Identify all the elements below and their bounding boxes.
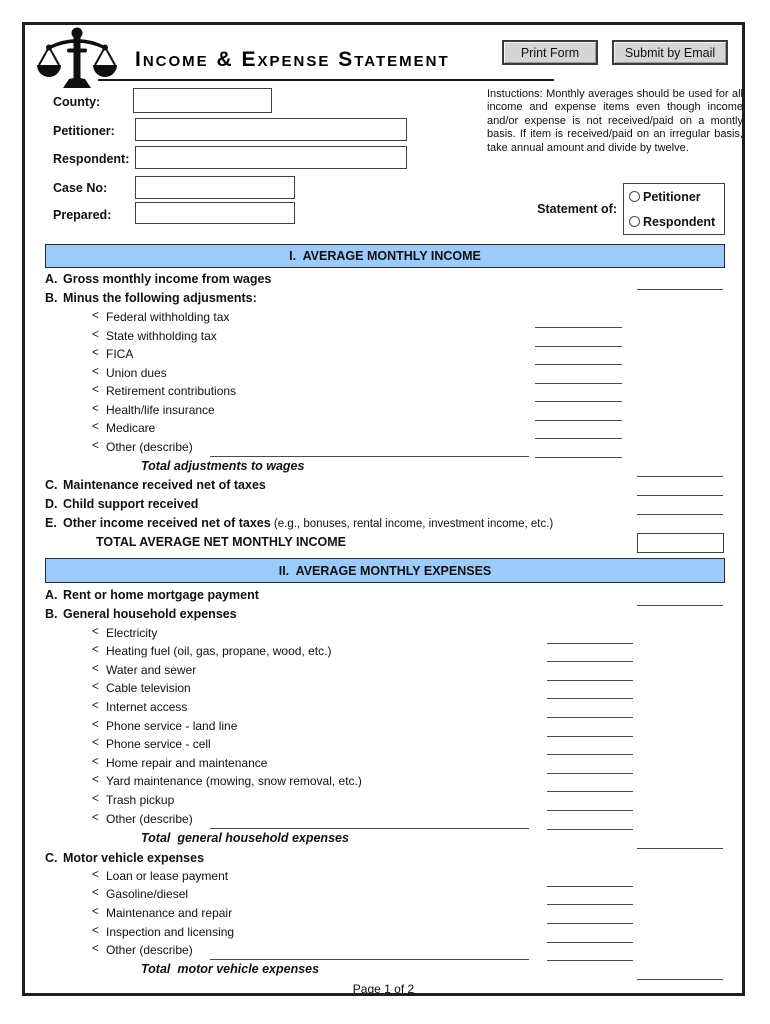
income-item-medicare [45,421,725,440]
amount-field[interactable] [547,829,633,830]
item-label: State withholding tax [106,328,217,343]
row-label-bold: Other income received net of taxes [63,516,271,530]
item-bullet: < [92,328,99,341]
vehicle-item-gasoline [45,887,725,906]
case-no-label: Case No: [53,181,108,195]
page-title: Income & Expense Statement [135,48,450,71]
item-bullet: < [92,662,99,675]
item-label: Maintenance and repair [106,905,233,920]
total-vehicle-row [45,962,725,981]
income-item-union-dues [45,366,725,385]
income-item-federal-withholding [45,310,725,329]
household-item-electricity [45,626,725,645]
total-household-row [45,831,725,850]
row-letter: B. [45,291,58,305]
household-item-trash-pickup [45,793,725,812]
item-label: Gasoline/diesel [106,887,189,901]
row-label: Minus the following adjusments: [63,291,257,305]
household-item-yard-maintenance [45,774,725,793]
prepared-label: Prepared: [53,208,112,222]
row-label: Motor vehicle expenses [63,851,205,865]
row-label: Maintenance received net of taxes [63,478,266,492]
item-label: Water and sewer [106,662,197,677]
household-item-heating-fuel [45,644,725,663]
item-label: Phone service - land line [106,718,238,733]
amount-field[interactable] [535,457,622,458]
item-label: Internet access [106,699,188,714]
amount-field[interactable] [547,717,633,718]
household-item-phone-landline [45,719,725,738]
item-label: Union dues [106,365,167,380]
item-label: Electricity [106,625,158,640]
petitioner-input[interactable] [135,118,407,141]
item-bullet: < [92,347,99,359]
item-label: FICA [106,347,134,361]
item-label: Heating fuel (oil, gas, propane, wood, etc.) [106,644,332,658]
amount-field[interactable] [547,923,633,924]
row-label: General household expenses [63,607,237,621]
item-bullet: < [92,793,99,805]
total-household-amount-field[interactable] [637,848,723,849]
item-bullet: < [92,699,99,712]
vehicle-item-loan-lease [45,869,725,888]
section-2-header: II. AVERAGE MONTHLY EXPENSES [45,558,725,583]
item-bullet: < [92,887,99,899]
income-item-state-withholding [45,329,725,348]
item-label: Loan or lease payment [106,868,229,883]
row-letter: A. [45,588,58,602]
item-label: Home repair and maintenance [106,755,268,770]
item-label: Medicare [106,421,156,435]
form-page [22,22,745,996]
respondent-radio-label: Respondent [643,214,716,229]
row-label: Child support received [63,497,199,511]
gross-income-amount-field[interactable] [637,289,723,290]
item-bullet: < [92,755,99,768]
petitioner-label: Petitioner: [53,124,115,138]
row-label: Rent or home mortgage payment [63,588,259,602]
respondent-radio-option[interactable] [629,215,724,229]
section-1-header: I. AVERAGE MONTHLY INCOME [45,244,725,268]
income-row-e [45,516,725,535]
amount-field[interactable] [547,791,633,792]
child-support-amount-field[interactable] [637,514,723,515]
item-bullet: < [92,625,99,638]
item-bullet: < [92,811,99,824]
petitioner-radio-icon[interactable] [629,191,640,202]
item-bullet: < [92,644,99,656]
household-item-internet [45,700,725,719]
total-label: Total general household expenses [141,831,349,845]
instructions-text: Instuctions: Monthly averages should be used for all income and expense items even though income and/or expense is not received/paid on a montly basis. If item is received/paid on an irregular basis, take annual amount and divide by twelve. [487,88,743,154]
county-input[interactable] [133,88,272,113]
item-label: Retirement contributions [106,384,237,398]
other-description-field[interactable] [210,959,529,960]
maintenance-amount-field[interactable] [637,495,723,496]
row-letter: C. [45,851,58,865]
county-label: County: [53,95,101,109]
total-net-income-input[interactable] [637,533,724,553]
item-bullet: < [92,737,99,749]
item-bullet: < [92,868,99,881]
total-vehicle-amount-field[interactable] [637,979,723,980]
income-item-health-life-insurance [45,403,725,422]
income-row-d [45,497,725,516]
header-divider [98,79,554,81]
income-item-retirement [45,384,725,403]
household-item-other [45,812,725,831]
item-bullet: < [92,943,99,955]
item-bullet: < [92,718,99,731]
rent-mortgage-amount-field[interactable] [637,605,723,606]
item-bullet: < [92,924,99,937]
respondent-radio-icon[interactable] [629,216,640,227]
item-label: Other (describe) [106,943,193,957]
row-letter: A. [45,272,58,286]
item-bullet: < [92,681,99,693]
row-letter: C. [45,478,58,492]
expense-row-a [45,588,725,607]
respondent-label: Respondent: [53,152,130,166]
item-label: Inspection and licensing [106,924,235,939]
income-row-a [45,272,725,291]
print-form-button[interactable]: Print Form [502,40,598,65]
household-item-cable-tv [45,681,725,700]
prepared-input[interactable] [135,202,295,224]
statement-of-label: Statement of: [537,202,617,216]
item-label: Other (describe) [106,811,193,826]
item-label: Federal withholding tax [106,310,230,324]
item-bullet: < [92,310,99,322]
vehicle-item-maintenance-repair [45,906,725,925]
item-label: Phone service - cell [106,737,211,751]
income-item-other [45,440,725,459]
petitioner-radio-label: Petitioner [643,189,701,204]
item-bullet: < [92,421,99,433]
expense-row-c [45,851,725,870]
total-adjustments-row [45,459,725,478]
item-label: Trash pickup [106,793,175,807]
total-label: Total adjustments to wages [141,459,305,473]
row-letter: D. [45,497,58,511]
item-bullet: < [92,905,99,918]
case-no-input[interactable] [135,176,295,199]
item-label: Cable television [106,681,191,695]
row-letter: E. [45,516,57,530]
row-label: Gross monthly income from wages [63,272,272,286]
grand-total-label: TOTAL AVERAGE NET MONTHLY INCOME [96,535,347,549]
other-description-field[interactable] [210,828,529,829]
total-net-income-row [45,535,725,554]
vehicle-item-other [45,943,725,962]
submit-by-email-button[interactable]: Submit by Email [612,40,728,65]
item-bullet: < [92,365,99,378]
item-label: Health/life insurance [106,402,215,417]
item-label: Other (describe) [106,439,193,454]
item-label: Yard maintenance (mowing, snow removal, etc.) [106,774,362,788]
household-item-phone-cell [45,737,725,756]
row-label-note: (e.g., bonuses, rental income, investment income, etc.) [270,518,554,530]
item-bullet: < [92,402,99,415]
expense-row-b [45,607,725,626]
page-number: Page 1 of 2 [352,982,415,996]
vehicle-item-inspection-licensing [45,925,725,944]
income-row-b [45,291,725,310]
other-description-field[interactable] [210,456,529,457]
item-bullet: < [92,774,99,786]
household-item-water-sewer [45,663,725,682]
respondent-input[interactable] [135,146,407,169]
item-bullet: < [92,439,99,452]
item-bullet: < [92,384,99,396]
scales-of-justice-icon [36,26,118,95]
row-label [63,516,553,530]
household-item-home-repair [45,756,725,775]
row-letter: B. [45,607,58,621]
statement-of-radio-group [623,183,725,235]
income-row-c [45,478,725,497]
total-label: Total motor vehicle expenses [141,961,320,976]
petitioner-radio-option[interactable] [629,190,724,204]
income-item-fica [45,347,725,366]
total-adjustments-amount-field[interactable] [637,476,723,477]
